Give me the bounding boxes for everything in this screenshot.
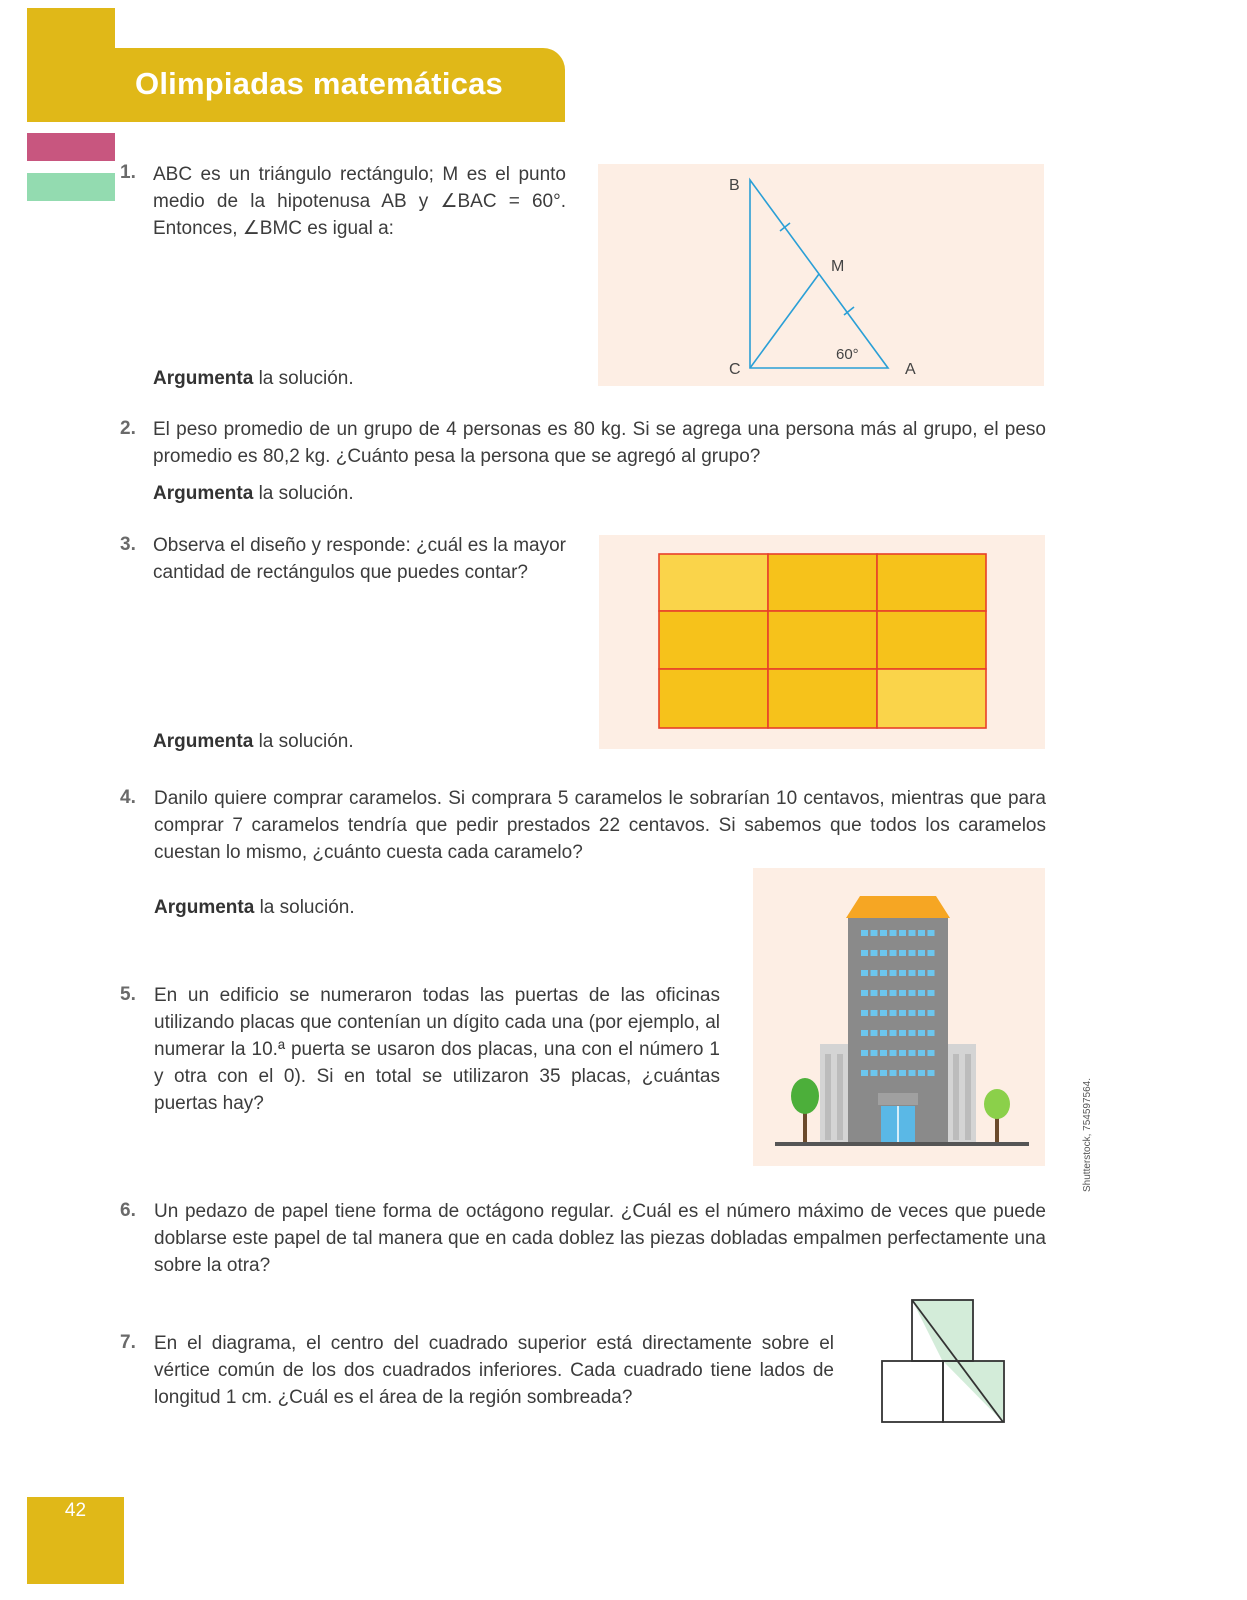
window [871,1010,878,1016]
label-b: B [729,177,740,194]
window [861,1030,868,1036]
window [871,1070,878,1076]
grid-cell [659,554,768,611]
window [928,970,935,976]
window [928,1050,935,1056]
grid-cell [877,611,986,669]
problem-7-number: 7. [120,1332,136,1353]
window [899,990,906,996]
window [928,930,935,936]
grid-cell [659,669,768,728]
window [909,1030,916,1036]
label-a: A [905,361,916,378]
window [890,1070,897,1076]
window [861,1070,868,1076]
window [899,1010,906,1016]
green-tab-decoration [27,173,115,201]
window [899,1030,906,1036]
window [928,1070,935,1076]
window [899,970,906,976]
window [909,990,916,996]
grid-cell [768,669,877,728]
window [871,1030,878,1036]
problem-7-text: En el diagrama, el centro del cuadrado superior está directamente sobre el vértice común de los dos cuadrados inferiores. Cada cuadrado tiene lados de longitud 1 cm. ¿Cuál es el área de la región sombreada? [154,1333,834,1408]
window [890,1010,897,1016]
window [861,1010,868,1016]
window [909,950,916,956]
window [861,930,868,936]
window [880,1070,887,1076]
right-wing [946,1044,976,1142]
window [880,970,887,976]
window [890,950,897,956]
window [880,1030,887,1036]
window [890,930,897,936]
window [880,950,887,956]
window [928,950,935,956]
building-roof [846,896,950,918]
window [909,1070,916,1076]
window [871,930,878,936]
window [880,1010,887,1016]
window [899,950,906,956]
window [899,930,906,936]
problem-2-number: 2. [120,418,136,439]
window [909,970,916,976]
ground-line [775,1142,1029,1146]
window [909,930,916,936]
bottom-left-square [882,1361,943,1422]
problem-4-number: 4. [120,787,136,808]
problem-6-number: 6. [120,1200,136,1221]
problem-2-argument: Argumenta la solución. [153,483,354,504]
problem-1-text: ABC es un triángulo rectángulo; M es el punto medio de la hipotenusa AB y ∠BAC = 60°. Entonces, ∠BMC es igual a: [153,164,566,239]
window [918,1010,925,1016]
window [918,970,925,976]
window [871,970,878,976]
grid-cell [877,669,986,728]
label-m: M [831,258,845,275]
triangle-diagram [598,164,1044,386]
window [928,990,935,996]
window [880,930,887,936]
median-cm [750,274,819,368]
window [918,1050,925,1056]
window [890,1030,897,1036]
left-wing [820,1044,850,1142]
window [890,990,897,996]
rectangle-grid-figure [599,535,1045,749]
window [861,950,868,956]
window [861,1050,868,1056]
window [880,990,887,996]
squares-diagram [878,1296,1008,1428]
window [928,1030,935,1036]
building-drawing [753,868,1045,1166]
problem-5-number: 5. [120,984,136,1005]
window [890,1050,897,1056]
rectangle-grid [599,535,1045,749]
label-c: C [729,361,741,378]
window [899,1050,906,1056]
grid-cell [768,611,877,669]
page-title: Olimpiadas matemáticas [135,66,503,101]
window [909,1050,916,1056]
window [918,1030,925,1036]
window [918,950,925,956]
window [871,990,878,996]
problem-3-text: Observa el diseño y responde: ¿cuál es la mayor cantidad de rectángulos que puedes contar? [153,535,566,583]
window [861,990,868,996]
problem-5-text: En un edificio se numeraron todas las puertas de las oficinas utilizando placas que contenían un dígito cada una (por ejemplo, al numerar la 10.ª puerta se usaron dos placas, una con el número 1 y otra con el 0). Si en total se utilizaron 35 placas, ¿cuántas puertas hay? [154,985,720,1114]
window [918,930,925,936]
problem-4-argument: Argumenta la solución. [154,897,355,918]
angle-label: 60° [836,346,859,363]
right-tree [984,1089,1010,1119]
page-number: 42 [64,1500,87,1521]
window [871,950,878,956]
grid-cell [768,554,877,611]
grid-cell [659,611,768,669]
left-tree [791,1078,819,1114]
image-credit: Shutterstock, 754597564. [1082,1078,1093,1192]
window [899,1070,906,1076]
problem-2-text: El peso promedio de un grupo de 4 personas es 80 kg. Si se agrega una persona más al grupo, el peso promedio es 80,2 kg. ¿Cuánto pesa la persona que se agregó al grupo? [153,419,1046,467]
problem-3-number: 3. [120,534,136,555]
window [861,970,868,976]
building-illustration [753,868,1045,1166]
window [909,1010,916,1016]
window [918,1070,925,1076]
window [890,970,897,976]
window [928,1010,935,1016]
problem-4-text: Danilo quiere comprar caramelos. Si comprara 5 caramelos le sobrarían 10 centavos, mientras que para comprar 7 caramelos tendría que pedir prestados 22 centavos. Si sabemos que todos los caramelos cuestan lo mismo, ¿cuánto cuesta cada caramelo? [154,788,1046,863]
grid-cell [877,554,986,611]
pink-tab-decoration [27,133,115,161]
problem-1-number: 1. [120,162,136,183]
window [880,1050,887,1056]
problem-3-argument: Argumenta la solución. [153,731,354,752]
problem-1-argument: Argumenta la solución. [153,368,354,389]
window [918,990,925,996]
window [871,1050,878,1056]
triangle-figure [598,164,1044,386]
problem-6-text: Un pedazo de papel tiene forma de octágono regular. ¿Cuál es el número máximo de veces que puede doblarse este papel de tal manera que en cada doblez las piezas dobladas empalmen perfectamente una sobre la otra? [154,1201,1046,1276]
